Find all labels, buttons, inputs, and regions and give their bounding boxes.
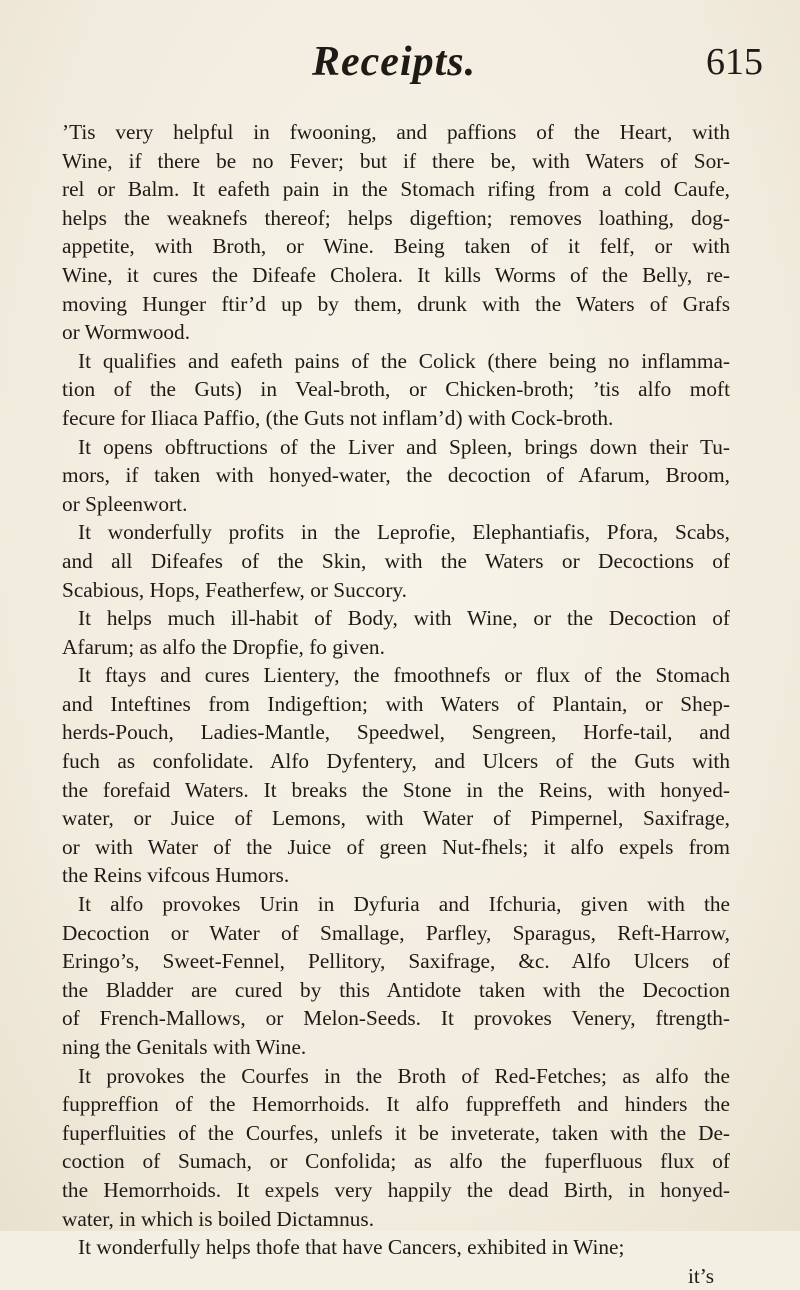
text-line: Afarum; as alfo the Dropfie, fo given. [62,634,385,659]
text-line: coction of Sumach, or Confolida; as alfo the fuperfluous flux of [62,1149,730,1174]
page-header [0,38,800,98]
text-line: or with Water of the Juice of green Nut-fhels; it alfo expels from [62,834,730,859]
text-line: Eringo’s, Sweet-Fennel, Pellitory, Saxifrage, &c. Alfo Ulcers of [62,949,730,974]
text-line: water, in which is boiled Dictamnus. [62,1206,375,1231]
text-line: of French-Mallows, or Melon-Seeds. It provokes Venery, ftrength- [62,1006,730,1031]
text-line: It alfo provokes Urin in Dyfuria and Ifchuria, given with the [78,892,730,917]
text-line: helps the weaknefs thereof; helps digeftion; removes loathing, dog- [62,205,730,230]
text-line: or Wormwood. [62,320,191,345]
text-line: fecure for Iliaca Paffio, (the Guts not inflam’d) with Cock-broth. [62,405,614,430]
text-line: It opens obftructions of the Liver and Spleen, brings down their Tu- [78,434,730,459]
text-line: moving Hunger ftir’d up by them, drunk with the Waters of Grafs [62,291,730,316]
text-line: the Reins vifcous Humors. [62,863,290,888]
text-line: the Bladder are cured by this Antidote taken with the Decoction [62,977,730,1002]
text-line: the Hemorrhoids. It expels very happily the dead Birth, in honyed- [62,1177,730,1202]
text-line: tion of the Guts) in Veal-broth, or Chicken-broth; ’tis alfo moft [62,377,730,402]
catchword: it’s [687,1263,714,1288]
text-line: fuch as confolidate. Alfo Dyfentery, and Ulcers of the Guts with [62,749,730,774]
text-line: It ftays and cures Lientery, the fmoothnefs or flux of the Stomach [78,663,730,688]
text-line: water, or Juice of Lemons, with Water of Pimpernel, Saxifrage, [62,806,730,831]
text-line: fuperfluities of the Courfes, unlefs it be inveterate, taken with the De- [62,1120,730,1145]
text-line: Wine, it cures the Difeafe Cholera. It kills Worms of the Belly, re- [62,262,730,287]
text-line: ’Tis very helpful in fwooning, and paffions of the Heart, with [62,120,730,144]
text-line: and all Difeafes of the Skin, with the Waters or Decoctions of [62,548,730,573]
text-line: and Inteftines from Indigeftion; with Waters of Plantain, or Shep- [62,691,730,716]
text-line: Scabious, Hops, Featherfew, or Succory. [62,577,408,602]
text-line: ning the Genitals with Wine. [62,1035,307,1059]
page-number: 615 [706,41,763,83]
text-line: mors, if taken with honyed-water, the decoction of Afarum, Broom, [62,463,730,488]
text-line: fuppreffion of the Hemorrhoids. It alfo fuppreffeth and hinders the [62,1092,730,1117]
text-line: or Spleenwort. [62,491,188,516]
text-line: appetite, with Broth, or Wine. Being taken of it felf, or with [62,234,730,259]
text-line: Wine, if there be no Fever; but if there be, with Waters of Sor- [62,148,730,173]
text-line: It qualifies and eafeth pains of the Colick (there being no inflamma- [78,348,730,373]
text-line: herds-Pouch, Ladies-Mantle, Speedwel, Sengreen, Horfe-tail, and [62,720,730,745]
text-line: rel or Balm. It eafeth pain in the Stomach rifing from a cold Caufe, [62,177,730,202]
text-line: the forefaid Waters. It breaks the Stone in the Reins, with honyed- [62,777,730,802]
body-text [62,118,730,1290]
text-line: It wonderfully profits in the Leprofie, Elephantiafis, Pfora, Scabs, [78,520,730,545]
running-title: Receipts. [312,39,477,85]
text-line: Decoction or Water of Smallage, Parfley, Sparagus, Reft-Harrow, [62,920,730,945]
text-line: It provokes the Courfes in the Broth of Red-Fetches; as alfo the [78,1063,730,1088]
text-line: It wonderfully helps thofe that have Cancers, exhibited in Wine; [78,1235,625,1260]
text-line: It helps much ill-habit of Body, with Wine, or the Decoction of [78,606,730,631]
